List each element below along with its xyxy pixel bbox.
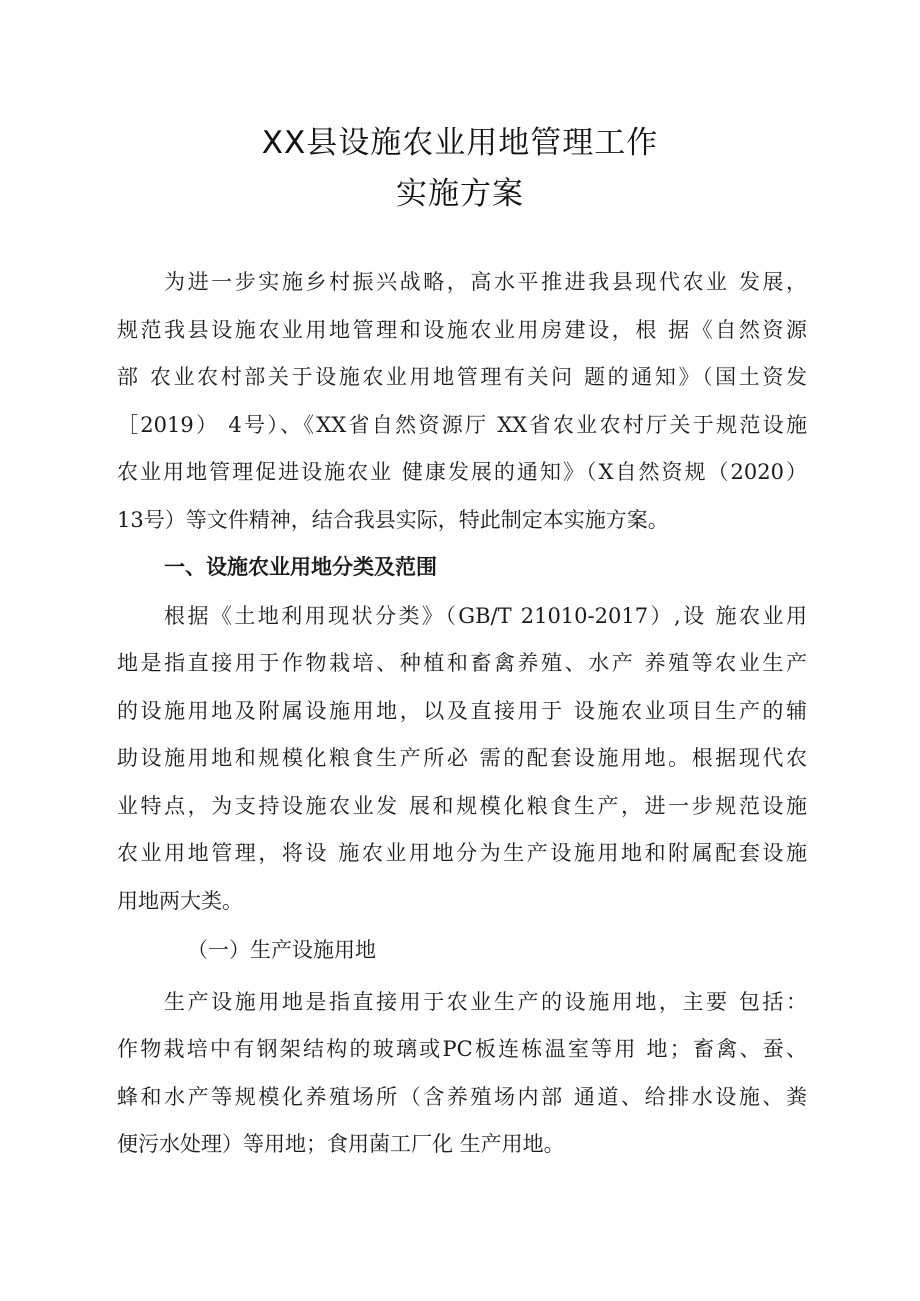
section-1-line: 助设施用地和规模化粮食生产所必 需的配套设施用地。根据现代农 bbox=[117, 746, 807, 770]
section-1-line: 地是指直接用于作物栽培、种植和畜禽养殖、水产 养殖等农业生产 bbox=[117, 651, 807, 675]
intro-line: 农业用地管理促进设施农业 健康发展的通知》（X自然资规（2020） bbox=[117, 460, 807, 484]
section-1-heading: 一、设施农业用地分类及范围 bbox=[164, 555, 437, 579]
document-title-line-1: XX县设施农业用地管理工作 bbox=[261, 125, 659, 161]
intro-line: 13号）等文件精神，结合我县实际，特此制定本实施方案。 bbox=[117, 508, 669, 532]
subsection-1-line: 生产设施用地是指直接用于农业生产的设施用地，主要 包括： bbox=[164, 990, 807, 1014]
section-1-line: 用地两大类。 bbox=[117, 889, 243, 913]
subsection-1-heading: （一）生产设施用地 bbox=[187, 938, 376, 962]
section-1-line: 的设施用地及附属设施用地，以及直接用于 设施农业项目生产的辅 bbox=[117, 699, 807, 723]
subsection-1-line: 蜂和水产等规模化养殖场所（含养殖场内部 通道、给排水设施、粪 bbox=[117, 1085, 807, 1109]
intro-line: 部 农业农村部关于设施农业用地管理有关问 题的通知》（国土资发 bbox=[117, 365, 807, 389]
section-1-line: 农业用地管理，将设 施农业用地分为生产设施用地和附属配套设施 bbox=[117, 841, 807, 865]
subsection-1-line: 作物栽培中有钢架结构的玻璃或PC板连栋温室等用 地；畜禽、蚕、 bbox=[117, 1037, 807, 1061]
section-1-line: 业特点，为支持设施农业发 展和规模化粮食生产，进一步规范设施 bbox=[117, 794, 807, 818]
intro-line: 规范我县设施农业用地管理和设施农业用房建设，根 据《自然资源 bbox=[117, 318, 807, 342]
intro-line: ［2019） 4号）、《XX省自然资源厅 XX省农业农村厅关于规范设施 bbox=[117, 413, 807, 437]
section-1-line: 根据《土地利用现状分类》（GB/T 21010-2017）,设 施农业用 bbox=[164, 604, 807, 628]
subsection-1-line: 便污水处理）等用地；食用菌工厂化 生产用地。 bbox=[117, 1132, 565, 1156]
document-title-line-2: 实施方案 bbox=[396, 176, 524, 212]
intro-line: 为进一步实施乡村振兴战略，高水平推进我县现代农业 发展， bbox=[164, 270, 807, 294]
